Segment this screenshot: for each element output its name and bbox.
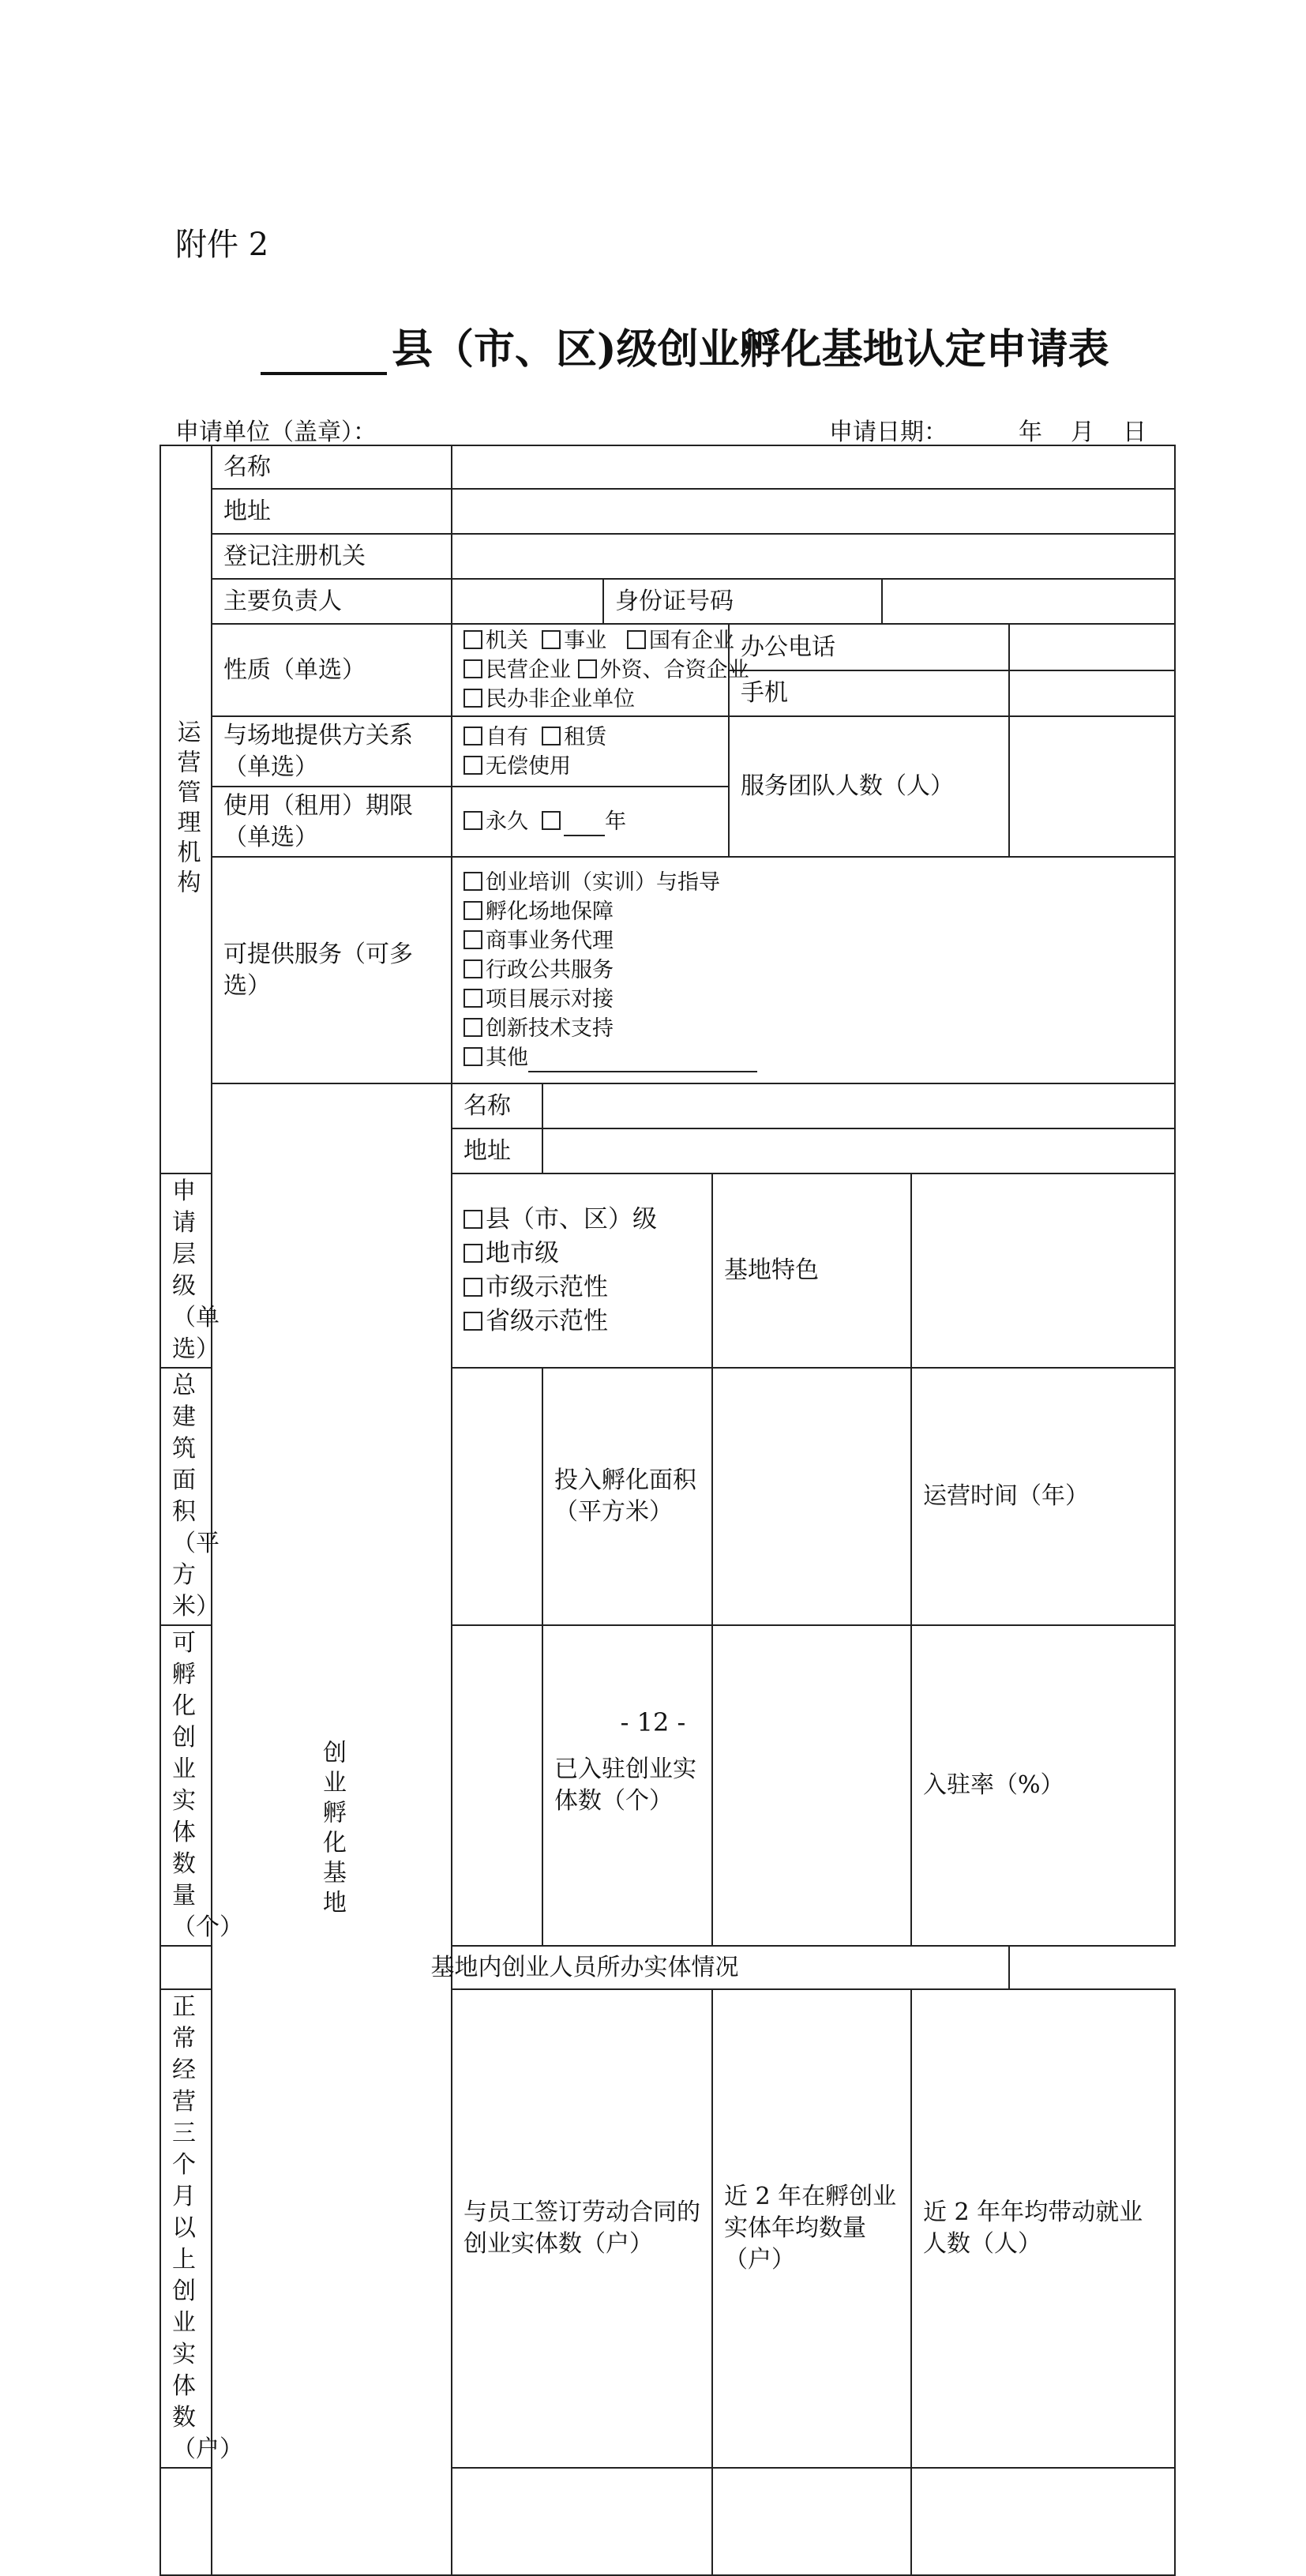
apply-date-label: 申请日期： — [829, 419, 948, 446]
registration-authority-label: 登记注册机关 — [212, 534, 452, 579]
checkbox-icon[interactable] — [463, 1018, 482, 1037]
incubation-area-label: 投入孵化面积（平方米） — [542, 1368, 712, 1625]
nature-option-institution[interactable]: 事业 — [542, 629, 606, 653]
day-label: 日 — [1123, 419, 1147, 446]
checkbox-icon[interactable] — [578, 659, 597, 678]
operator-address-label: 地址 — [212, 489, 452, 534]
checkbox-icon[interactable] — [542, 811, 561, 830]
mobile-label: 手机 — [729, 670, 1009, 716]
service-option-training[interactable]: 创业培训（实训）与指导 — [463, 870, 720, 895]
base-address-field[interactable] — [542, 1128, 1175, 1173]
service-option-matching[interactable]: 项目展示对接 — [463, 987, 614, 1012]
office-phone-label: 办公电话 — [729, 624, 1009, 670]
venue-option-lease[interactable]: 租赁 — [542, 725, 606, 749]
checkbox-icon[interactable] — [463, 901, 482, 920]
features-label: 基地特色 — [712, 1173, 911, 1368]
venue-relation-label: 与场地提供方关系（单选） — [212, 716, 452, 787]
checkbox-icon[interactable] — [463, 811, 482, 830]
registration-authority-field[interactable] — [452, 534, 1175, 579]
nature-label: 性质（单选） — [212, 624, 452, 716]
col-normal-operation: 正常经营三个月以上创业实体数（户） — [160, 1989, 212, 2468]
entities-heading: 基地内创业人员所办实体情况 — [160, 1946, 1009, 1989]
county-name-blank[interactable] — [261, 334, 387, 375]
col-employment-avg: 近 2 年年均带动就业人数（人） — [911, 1989, 1175, 2468]
section-base-label: 创业孵化基地 — [212, 1083, 452, 2575]
service-option-tech[interactable]: 创新技术支持 — [463, 1016, 614, 1041]
apply-date — [829, 412, 1147, 447]
employment-avg-field[interactable] — [911, 2468, 1175, 2575]
form-title — [261, 316, 1109, 375]
service-team-label: 服务团队人数（人） — [729, 716, 1009, 857]
checkbox-icon[interactable] — [463, 959, 482, 978]
level-option-province-demo[interactable]: 省级示范性 — [463, 1307, 608, 1335]
lease-term-options — [452, 787, 729, 857]
venue-option-own[interactable]: 自有 — [463, 725, 528, 749]
service-team-field[interactable] — [1009, 716, 1175, 857]
incubation-area-field[interactable] — [712, 1368, 911, 1625]
normal-operation-field[interactable] — [160, 2468, 212, 2575]
nature-option-private[interactable]: 民营企业 — [463, 658, 571, 682]
level-option-prefecture[interactable]: 地市级 — [463, 1239, 559, 1267]
nature-option-state-owned[interactable]: 国有企业 — [627, 629, 734, 653]
checkbox-icon[interactable] — [627, 630, 646, 649]
checkbox-icon[interactable] — [542, 727, 561, 745]
attachment-label: 附件 2 — [175, 227, 269, 263]
checkbox-icon[interactable] — [463, 1244, 482, 1263]
base-address-label: 地址 — [452, 1128, 542, 1173]
checkbox-icon[interactable] — [463, 930, 482, 949]
settled-label: 已入驻创业实体数（个） — [542, 1625, 712, 1946]
lease-option-permanent[interactable]: 永久 — [463, 809, 528, 834]
venue-options — [452, 716, 729, 787]
checkbox-icon[interactable] — [463, 727, 482, 745]
section-operator-label: 运营管理机构 — [160, 445, 212, 1173]
services-label: 可提供服务（可多选） — [212, 857, 452, 1083]
checkbox-icon[interactable] — [463, 659, 482, 678]
application-form-table — [159, 445, 1176, 2576]
capacity-label: 可孵化创业实体数量（个） — [160, 1625, 212, 1946]
nature-option-foreign-jv[interactable]: 外资、合资企业 — [578, 658, 749, 682]
nature-option-organ[interactable]: 机关 — [463, 629, 528, 653]
labor-contract-field[interactable] — [452, 2468, 712, 2575]
features-field[interactable] — [911, 1173, 1175, 1368]
month-label: 月 — [1071, 419, 1094, 446]
year-label: 年 — [1019, 419, 1042, 446]
venue-option-free[interactable]: 无偿使用 — [463, 754, 571, 779]
service-option-agency[interactable]: 商事业务代理 — [463, 929, 614, 953]
nature-options — [452, 624, 749, 716]
checkbox-icon[interactable] — [463, 630, 482, 649]
other-service-blank[interactable] — [528, 1047, 757, 1072]
total-area-label: 总建筑面积（平方米） — [160, 1368, 212, 1625]
form-title-text: 县（市、区)级创业孵化基地认定申请表 — [392, 325, 1109, 374]
principal-label: 主要负责人 — [212, 579, 452, 624]
checkbox-icon[interactable] — [463, 989, 482, 1008]
checkbox-icon[interactable] — [463, 872, 482, 891]
id-number-label: 身份证号码 — [603, 579, 882, 624]
level-label: 申请层级（单选） — [160, 1173, 212, 1368]
incubating-avg-field[interactable] — [712, 2468, 911, 2575]
operator-address-field[interactable] — [452, 489, 1175, 534]
applicant-unit-label: 申请单位（盖章）： — [175, 419, 377, 446]
service-option-other[interactable]: 其他 — [463, 1046, 757, 1070]
operator-name-label: 名称 — [212, 445, 452, 489]
lease-years-blank[interactable] — [564, 811, 605, 836]
lease-option-years[interactable]: 年 — [542, 809, 626, 834]
operator-name-field[interactable] — [452, 445, 1175, 489]
total-area-field[interactable] — [452, 1368, 542, 1625]
col-labor-contract: 与员工签订劳动合同的创业实体数（户） — [452, 1989, 712, 2468]
level-option-county[interactable]: 县（市、区）级 — [463, 1205, 657, 1234]
checkbox-icon[interactable] — [542, 630, 561, 649]
service-option-public[interactable]: 行政公共服务 — [463, 958, 614, 982]
lease-term-label: 使用（租用）期限（单选） — [212, 787, 452, 857]
checkbox-icon[interactable] — [463, 1312, 482, 1331]
level-options — [452, 1173, 712, 1368]
services-options — [452, 857, 1175, 1083]
operation-time-label: 运营时间（年） — [911, 1368, 1175, 1625]
checkbox-icon[interactable] — [463, 1278, 482, 1297]
base-name-label: 名称 — [452, 1083, 542, 1128]
base-name-field[interactable] — [542, 1083, 1175, 1128]
mobile-field[interactable] — [1009, 670, 1175, 716]
capacity-field[interactable] — [452, 1625, 542, 1946]
service-option-venue[interactable]: 孵化场地保障 — [463, 899, 614, 924]
office-phone-field[interactable] — [1009, 624, 1175, 670]
principal-field[interactable] — [452, 579, 603, 624]
nature-option-non-enterprise[interactable]: 民办非企业单位 — [463, 687, 635, 712]
checkbox-icon[interactable] — [463, 1047, 482, 1066]
checkbox-icon[interactable] — [463, 756, 482, 775]
col-incubating-avg: 近 2 年在孵创业实体年均数量（户） — [712, 1989, 911, 2468]
settled-field[interactable] — [712, 1625, 911, 1946]
checkbox-icon[interactable] — [463, 1210, 482, 1229]
page-number: - 12 - — [620, 1707, 686, 1737]
id-number-field[interactable] — [882, 579, 1175, 624]
occupancy-label: 入驻率（%） — [911, 1625, 1175, 1946]
checkbox-icon[interactable] — [463, 689, 482, 708]
level-option-city-demo[interactable]: 市级示范性 — [463, 1273, 608, 1301]
